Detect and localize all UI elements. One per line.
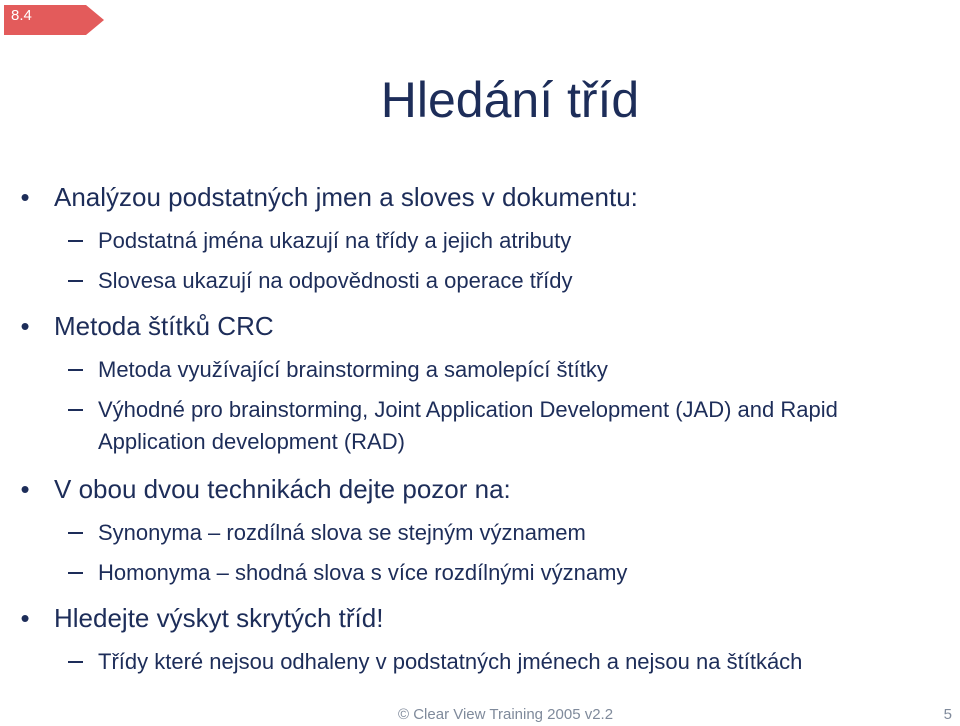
sub-bullet-text: Metoda využívající brainstorming a samolepící štítky [98,357,608,382]
dash-marker [68,572,83,574]
page-number: 5 [943,706,952,723]
sub-bullet-crc-advantage-continued: Application development (RAD) [98,429,405,454]
sub-bullet-text: Výhodné pro brainstorming, Joint Application Development (JAD) and Rapid [98,397,838,422]
bullet-text: V obou dvou technikách dejte pozor na: [54,474,511,504]
bullet-text: Analýzou podstatných jmen a sloves v dokumentu: [54,182,638,212]
slide-title: Hledání tříd [380,72,640,128]
bullet-text: Hledejte výskyt skrytých tříd! [54,603,384,633]
bullet-text: Metoda štítků CRC [54,311,274,341]
dash-marker [68,409,83,411]
dash-marker [68,661,83,663]
sub-bullet-text: Synonyma – rozdílná slova se stejným významem [98,520,586,545]
footer-copyright: © Clear View Training 2005 v2.2 [398,706,614,723]
sub-bullet-text: Třídy které nejsou odhaleny v podstatných jménech a nejsou na štítkách [98,649,803,674]
bullet-marker: • [20,603,30,633]
dash-marker [68,532,83,534]
dash-marker [68,240,83,242]
bullet-marker: • [20,311,30,341]
bullet-marker: • [20,474,30,504]
bullet-marker: • [20,182,30,212]
sub-bullet-text: Homonyma – shodná slova s více rozdílnými významy [98,560,628,585]
section-number: 8.4 [11,7,32,24]
sub-bullet-text: Podstatná jména ukazují na třídy a jejich atributy [98,228,572,253]
dash-marker [68,280,83,282]
sub-bullet-text: Slovesa ukazují na odpovědnosti a operace třídy [98,268,573,293]
dash-marker [68,369,83,371]
